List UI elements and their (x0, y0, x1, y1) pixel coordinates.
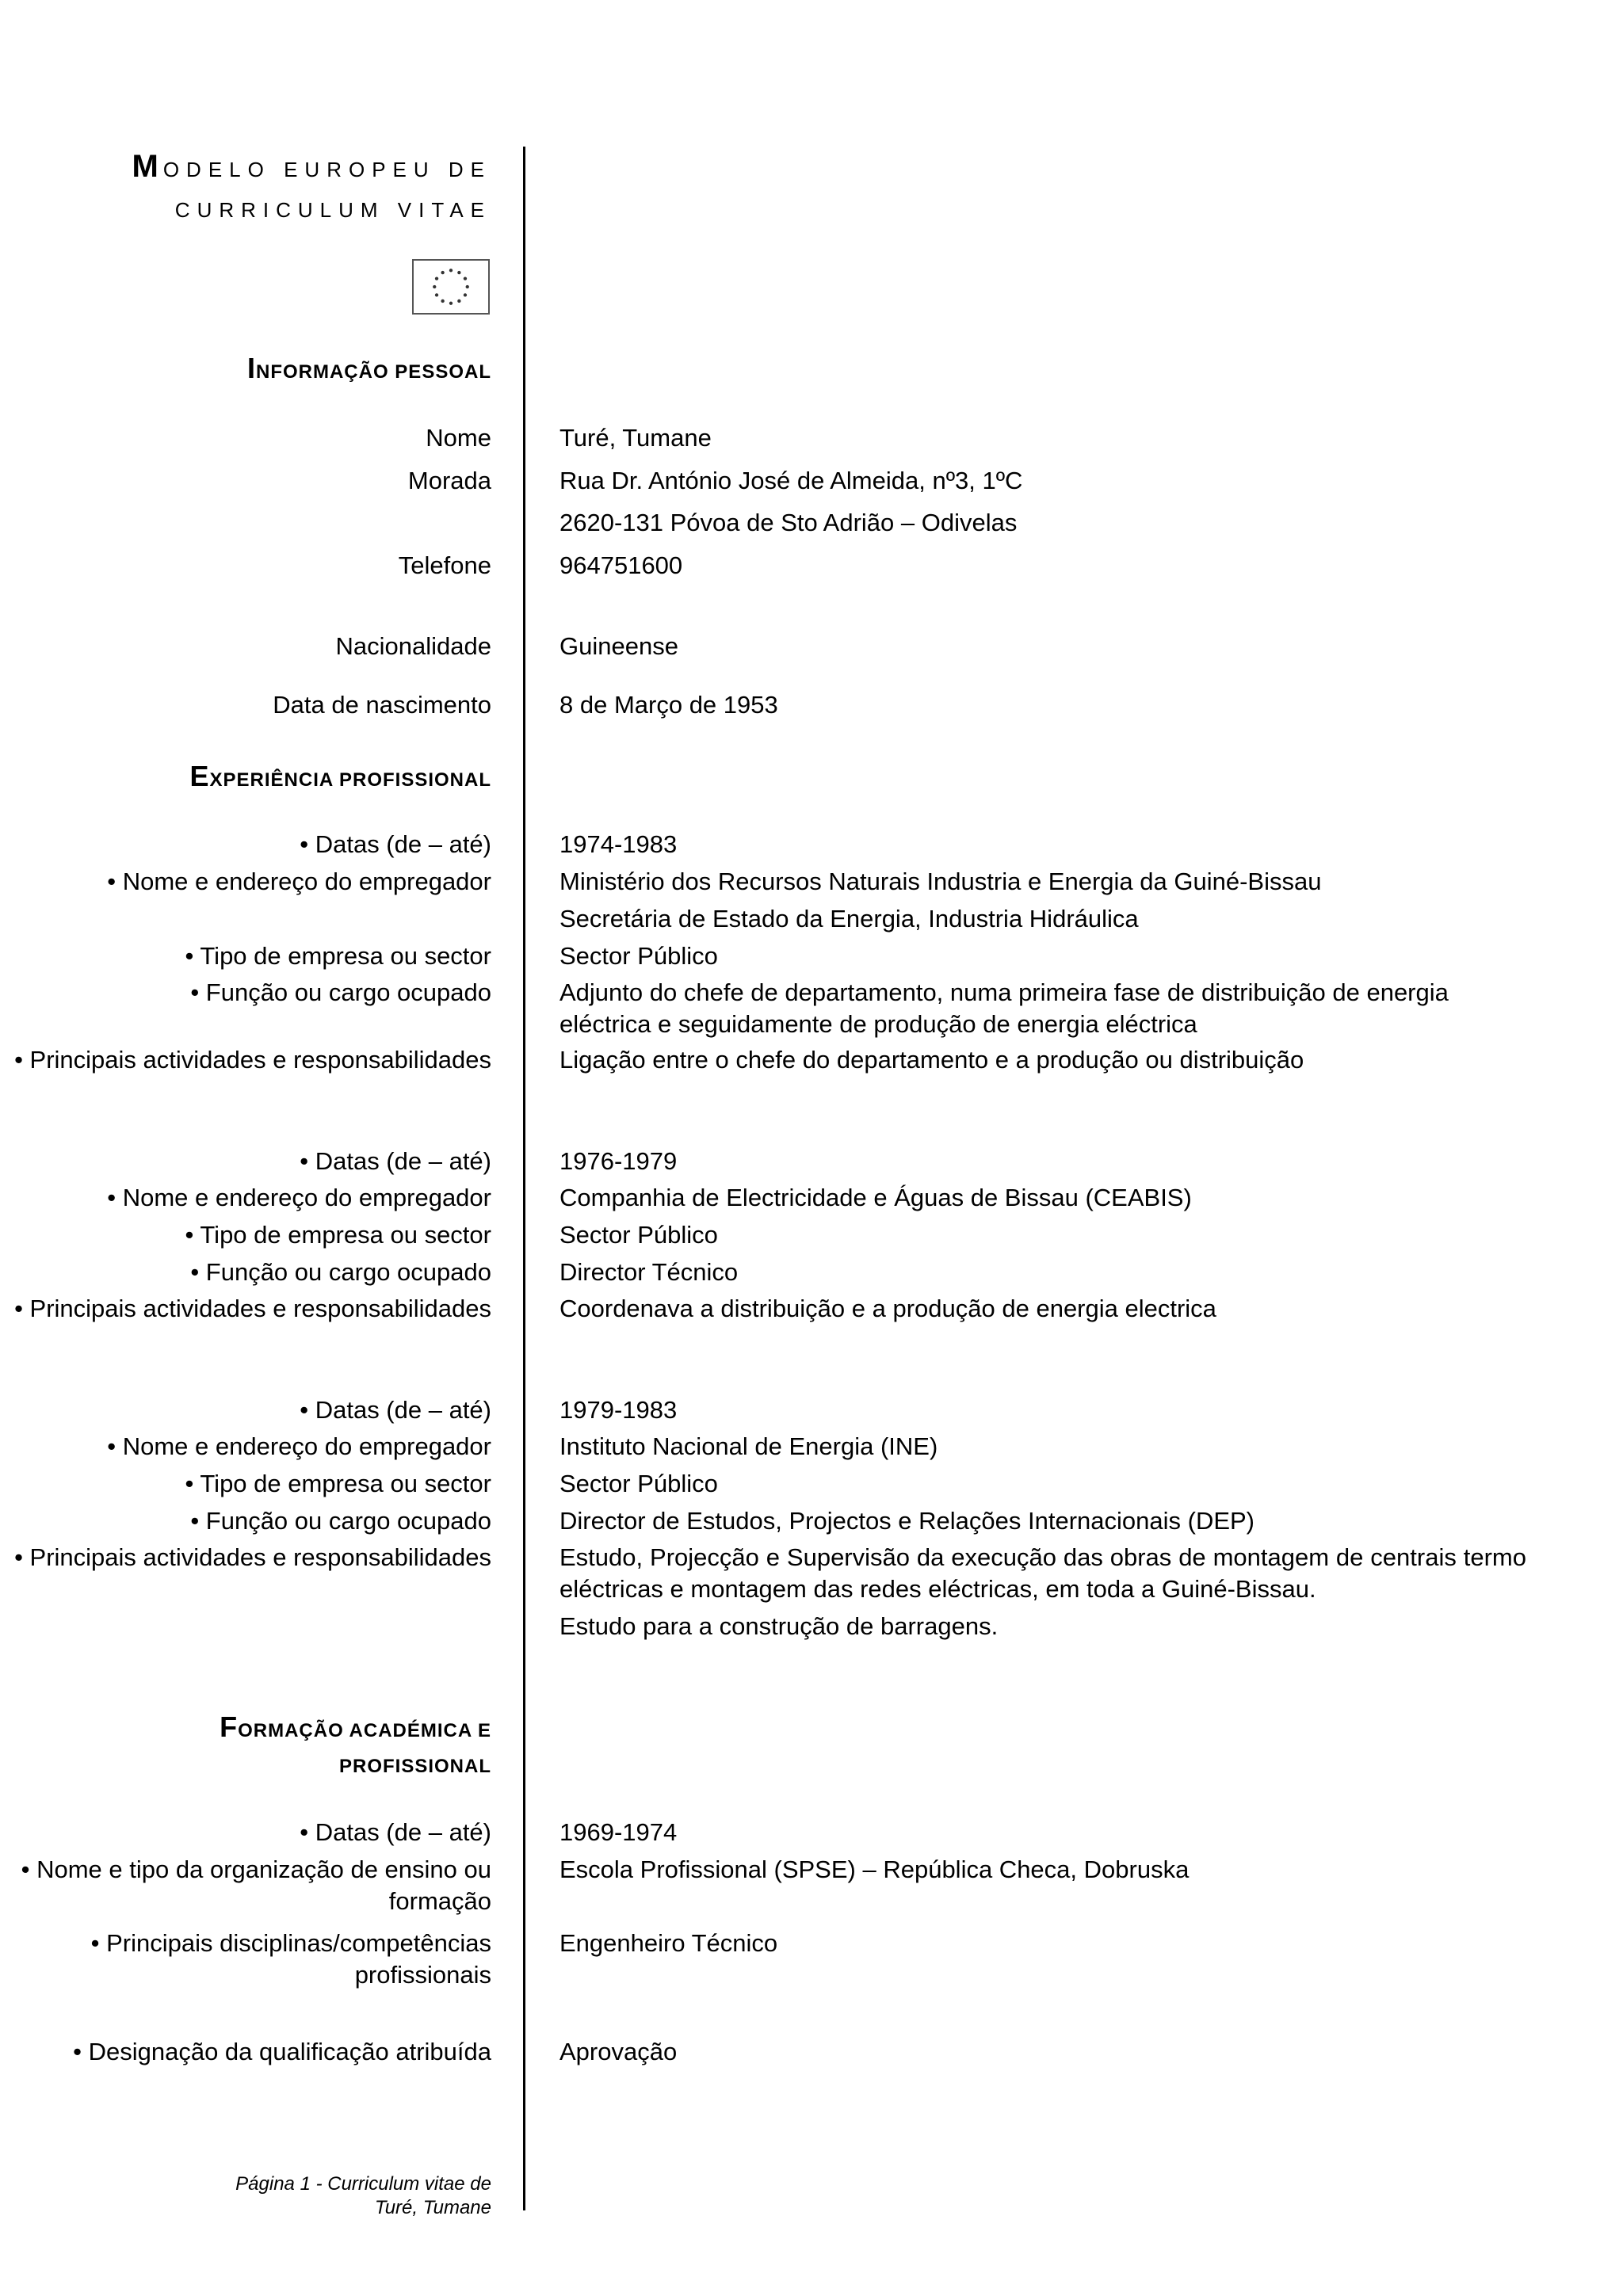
flag-star (464, 277, 467, 280)
exp2-employer: Companhia de Electricidade e Águas de Bissau (CEABIS) (559, 1184, 1192, 1211)
exp1-employer-line2: Secretária de Estado da Energia, Industria Hidráulica (559, 905, 1139, 933)
title-initial: M (132, 149, 163, 184)
name-value: Turé, Tumane (559, 424, 712, 452)
address-line1: Rua Dr. António José de Almeida, nº3, 1ºC (559, 467, 1023, 494)
exp3-sector-label: • Tipo de empresa ou sector (185, 1470, 491, 1497)
section-heading-education-line2: PROFISSIONAL (338, 1756, 491, 1777)
phone-label: Telefone (398, 551, 491, 579)
exp2-role-label: • Função ou cargo ocupado (190, 1258, 491, 1286)
exp3-employer-label: • Nome e endereço do empregador (107, 1432, 491, 1460)
section-heading-personal (247, 349, 491, 392)
birth-value: 8 de Março de 1953 (559, 691, 778, 719)
footer-line2: Turé, Tumane (374, 2197, 491, 2218)
edu-qualification-label: • Designação da qualificação atribuída (73, 2038, 491, 2065)
vertical-divider (523, 147, 525, 2210)
exp2-activities: Coordenava a distribuição e a produção de energia electrica (559, 1295, 1216, 1322)
exp1-sector-label: • Tipo de empresa ou sector (185, 942, 491, 970)
heading-initial: F (220, 1711, 239, 1743)
edu-org: Escola Profissional (SPSE) – República Checa, Dobruska (559, 1855, 1190, 1883)
footer-line1: Página 1 - Curriculum vitae de (235, 2173, 491, 2195)
flag-star (457, 271, 460, 274)
edu-qualification: Aprovação (559, 2038, 678, 2065)
exp3-dates: 1979-1983 (559, 1396, 678, 1424)
edu-subjects-label: • Principais disciplinas/competências profissionais (90, 1929, 491, 1989)
exp1-role-label: • Função ou cargo ocupado (190, 978, 491, 1006)
birth-label: Data de nascimento (273, 691, 491, 719)
flag-star (464, 293, 467, 296)
exp3-role: Director de Estudos, Projectos e Relações Internacionais (DEP) (559, 1507, 1255, 1535)
edu-dates-label: • Datas (de – até) (300, 1818, 491, 1846)
edu-dates: 1969-1974 (559, 1818, 678, 1846)
flag-star (433, 285, 436, 288)
exp2-dates-label: • Datas (de – até) (300, 1147, 491, 1175)
exp1-role: Adjunto do chefe de departamento, numa primeira fase de distribuição de energia eléctrica e seguidamente de produção de energia eléctrica (559, 978, 1449, 1038)
exp2-dates: 1976-1979 (559, 1147, 678, 1175)
exp3-employer: Instituto Nacional de Energia (INE) (559, 1432, 938, 1460)
exp1-employer-line1: Ministério dos Recursos Naturais Industria e Energia da Guiné-Bissau (559, 868, 1322, 895)
exp1-dates-label: • Datas (de – até) (300, 830, 491, 858)
flag-star (435, 293, 438, 296)
section-heading-education (220, 1707, 491, 1751)
cv-title-line1 (132, 149, 492, 185)
edu-org-label: • Nome e tipo da organização de ensino ou formação (21, 1855, 491, 1915)
exp1-dates: 1974-1983 (559, 830, 678, 858)
exp3-activities-label: • Principais actividades e responsabilidades (14, 1543, 491, 1571)
exp3-role-label: • Função ou cargo ocupado (190, 1507, 491, 1535)
flag-star (466, 285, 469, 288)
flag-star (449, 269, 453, 272)
nationality-label: Nacionalidade (335, 632, 491, 660)
heading-rest: NFORMAÇÃO PESSOAL (255, 361, 491, 383)
exp1-activities: Ligação entre o chefe do departamento e a produção ou distribuição (559, 1046, 1304, 1074)
exp3-activities-extra: Estudo para a construção de barragens. (559, 1612, 999, 1640)
exp2-employer-label: • Nome e endereço do empregador (107, 1184, 491, 1211)
flag-star (435, 277, 438, 280)
heading-initial: E (189, 760, 210, 792)
cv-title-line2: CURRICULUM VITAE (174, 198, 491, 222)
exp1-sector: Sector Público (559, 942, 718, 970)
heading-rest: ORMAÇÃO ACADÉMICA E (238, 1720, 491, 1741)
eu-flag-icon (412, 259, 490, 315)
heading-rest: XPERIÊNCIA PROFISSIONAL (209, 769, 491, 791)
address-label: Morada (407, 467, 491, 494)
heading-initial: I (246, 352, 256, 384)
exp2-activities-label: • Principais actividades e responsabilidades (14, 1295, 491, 1322)
edu-subjects: Engenheiro Técnico (559, 1929, 778, 1957)
flag-star (457, 299, 460, 303)
exp1-activities-label: • Principais actividades e responsabilidades (14, 1046, 491, 1074)
address-line2: 2620-131 Póvoa de Sto Adrião – Odivelas (559, 509, 1018, 536)
nationality-value: Guineense (559, 632, 678, 660)
flag-star (441, 271, 444, 274)
flag-star (449, 302, 453, 305)
phone-value: 964751600 (559, 551, 683, 579)
flag-star (441, 299, 444, 303)
exp3-activities: Estudo, Projecção e Supervisão da execução das obras de montagem de centrais termo eléctricas e montagem das redes eléctricas, em toda a Guiné-Bissau. (559, 1543, 1526, 1603)
exp3-dates-label: • Datas (de – até) (300, 1396, 491, 1424)
exp2-sector: Sector Público (559, 1221, 718, 1249)
title-rest: ODELO EUROPEU DE (162, 158, 491, 181)
name-label: Nome (426, 424, 491, 452)
page-footer (95, 2172, 491, 2220)
exp2-sector-label: • Tipo de empresa ou sector (185, 1221, 491, 1249)
section-heading-experience (190, 757, 492, 800)
exp2-role: Director Técnico (559, 1258, 739, 1286)
exp3-sector: Sector Público (559, 1470, 718, 1497)
exp1-employer-label: • Nome e endereço do empregador (107, 868, 491, 895)
